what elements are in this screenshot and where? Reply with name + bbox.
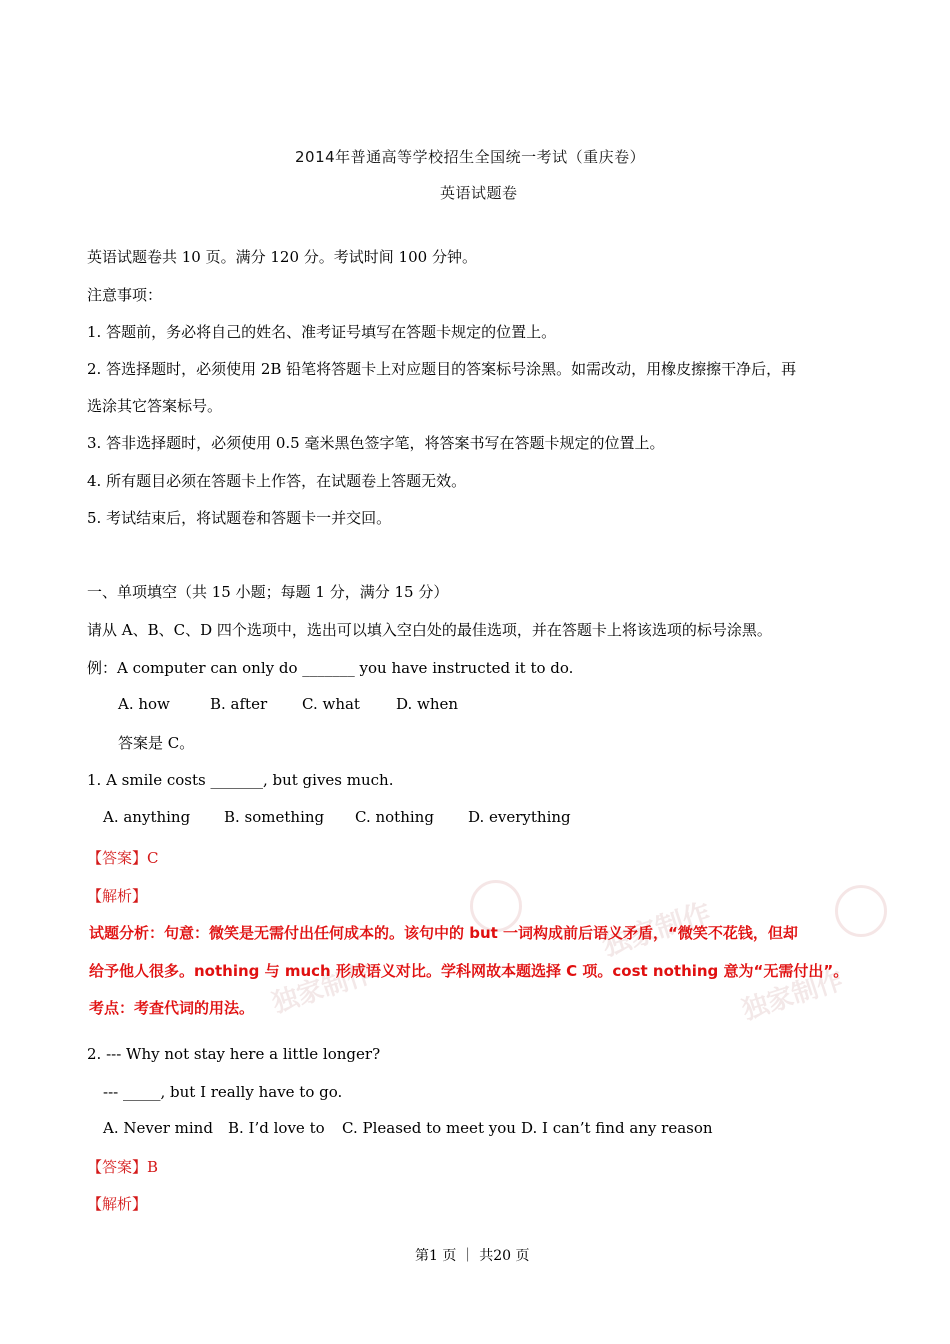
page-number: 第1 页 ｜ 共20 页 bbox=[415, 1248, 530, 1264]
notice-item: 2. 答选择题时，必须使用 2B 铅笔将答题卡上对应题目的答案标号涂黑。如需改动，用橡皮擦擦干净后，再 bbox=[87, 360, 797, 378]
question-option: C. Pleased to meet you bbox=[342, 1119, 516, 1137]
question-stem: 2. --- Why not stay here a little longer? bbox=[87, 1045, 381, 1063]
analysis-text: 给予他人很多。nothing 与 much 形成语义对比。学科网故本题选择 C 项。cost nothing 意为“无需付出”。 bbox=[89, 962, 849, 980]
section-instruction: 请从 A、B、C、D 四个选项中，选出可以填入空白处的最佳选项，并在答题卡上将该选项的标号涂黑。 bbox=[87, 621, 772, 639]
question-reply: --- _____, but I really have to go. bbox=[103, 1083, 343, 1101]
notice-item: 选涂其它答案标号。 bbox=[87, 397, 223, 415]
question-option: D. everything bbox=[468, 808, 571, 826]
analysis-text: 试题分析：句意：微笑是无需付出任何成本的。该句中的 but 一词构成前后语义矛盾，“微笑不花钱，但却 bbox=[89, 924, 798, 942]
paper-info: 英语试题卷共 10 页。满分 120 分。考试时间 100 分钟。 bbox=[87, 248, 477, 266]
notice-item: 1. 答题前，务必将自己的姓名、准考证号填写在答题卡规定的位置上。 bbox=[87, 323, 557, 341]
answer-label: 【答案】C bbox=[87, 849, 159, 867]
watermark-seal-icon bbox=[835, 885, 887, 937]
section-heading: 一、单项填空（共 15 小题；每题 1 分，满分 15 分） bbox=[87, 583, 449, 601]
page-title: 2014年普通高等学校招生全国统一考试（重庆卷） bbox=[295, 148, 646, 166]
question-stem: 1. A smile costs _______, but gives much. bbox=[87, 771, 394, 789]
watermark-text: 独家制作 bbox=[268, 958, 377, 1020]
question-option: B. I’d love to bbox=[228, 1119, 325, 1137]
question-option: C. nothing bbox=[355, 808, 434, 826]
example-option: B. after bbox=[210, 695, 268, 713]
question-option: A. Never mind bbox=[103, 1119, 213, 1137]
question-option: B. something bbox=[224, 808, 325, 826]
notice-item: 4. 所有题目必须在答题卡上作答，在试题卷上答题无效。 bbox=[87, 472, 467, 490]
example-option: C. what bbox=[302, 695, 360, 713]
answer-label: 【答案】B bbox=[87, 1158, 159, 1176]
watermark-text: 独家制作 bbox=[598, 896, 715, 963]
notice-item: 5. 考试结束后，将试题卷和答题卡一并交回。 bbox=[87, 509, 392, 527]
watermark-text: 独家制作 bbox=[738, 965, 847, 1027]
question-option: A. anything bbox=[103, 808, 191, 826]
analysis-label: 【解析】 bbox=[87, 887, 148, 905]
analysis-label: 【解析】 bbox=[87, 1195, 148, 1213]
example-option: D. when bbox=[396, 695, 459, 713]
question-option: D. I can’t find any reason bbox=[521, 1119, 713, 1137]
analysis-text: 考点：考查代词的用法。 bbox=[89, 999, 255, 1017]
notice-title: 注意事项： bbox=[87, 286, 163, 304]
example-option: A. how bbox=[118, 695, 170, 713]
page-subtitle: 英语试题卷 bbox=[440, 184, 518, 202]
example-stem: 例：A computer can only do _______ you have instructed it to do. bbox=[87, 659, 574, 677]
example-answer: 答案是 C。 bbox=[118, 734, 195, 752]
notice-item: 3. 答非选择题时，必须使用 0.5 毫米黑色签字笔，将答案书写在答题卡规定的位置上。 bbox=[87, 434, 665, 452]
